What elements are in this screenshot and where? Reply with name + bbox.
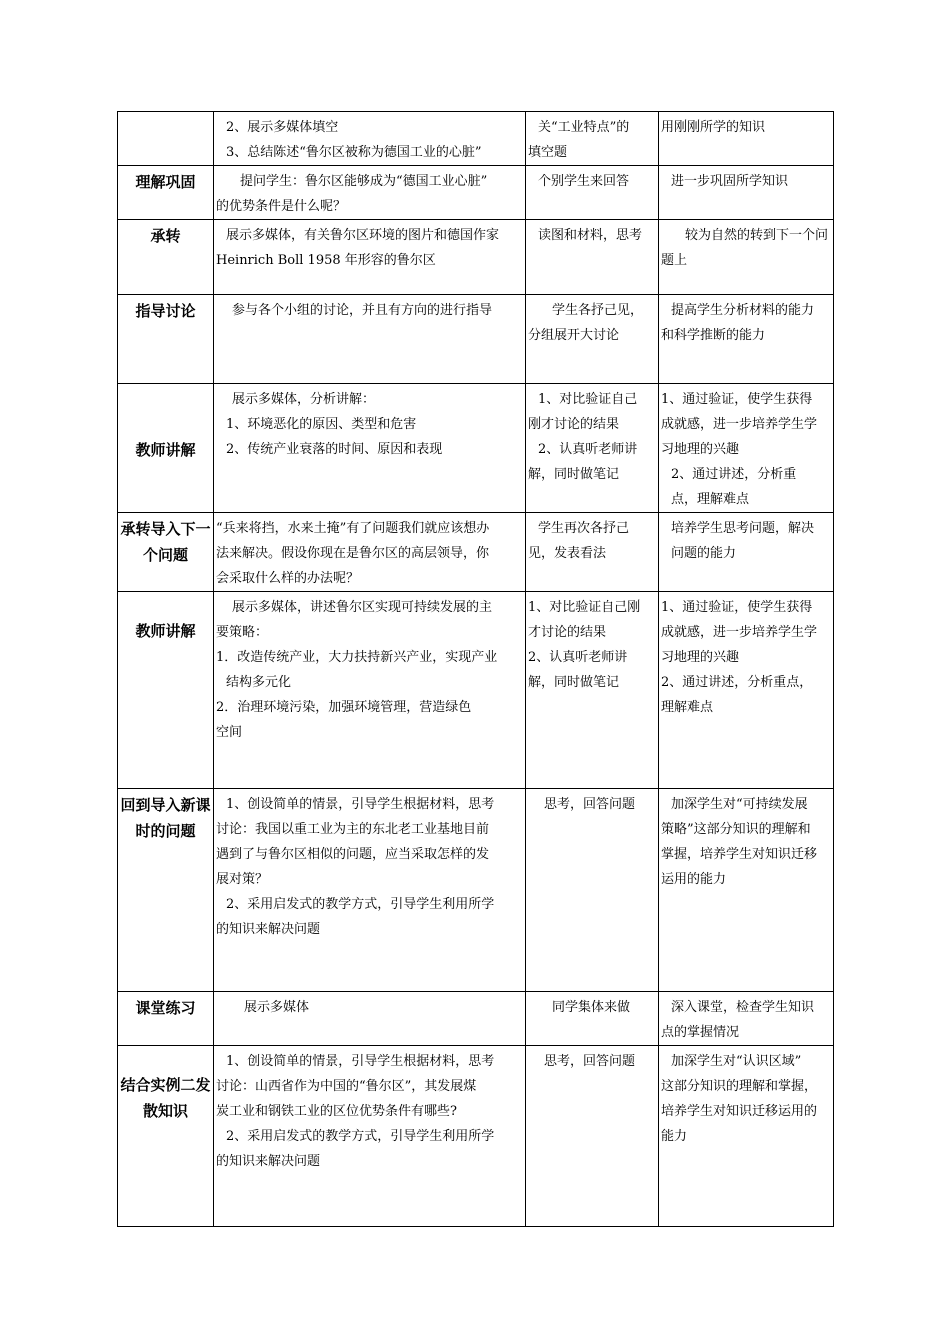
text-line: 思考，回答问题 xyxy=(544,1054,636,1069)
teacher-activity-cell xyxy=(214,384,526,513)
text-line: Heinrich Boll 1958 年形容的鲁尔区 xyxy=(216,253,436,268)
table-row xyxy=(118,220,834,295)
design-intent-cell xyxy=(659,992,834,1046)
text-line: 的知识来解决问题 xyxy=(216,922,321,937)
text-line: 要策略： xyxy=(216,625,269,640)
table-row xyxy=(118,992,834,1046)
text-line: 展示多媒体 xyxy=(244,1000,310,1015)
design-intent-cell xyxy=(659,295,834,384)
text-line: 较为自然的转到下一个问 xyxy=(685,228,829,243)
stage-cell: 课堂练习 xyxy=(118,992,214,1046)
text-line: “兵来将挡，水来土掩”有了问题我们就应该想办 xyxy=(216,521,490,536)
teacher-activity-cell xyxy=(214,1046,526,1227)
teacher-activity-cell xyxy=(214,220,526,295)
text-line: 才讨论的结果 xyxy=(528,625,607,640)
student-activity-cell xyxy=(526,112,659,166)
text-line: 培养学生对知识迁移运用的 xyxy=(661,1104,818,1119)
text-line: 会采取什么样的办法呢？ xyxy=(216,571,360,586)
teacher-activity-cell xyxy=(214,295,526,384)
text-line: 见，发表看法 xyxy=(528,546,607,561)
design-intent-cell xyxy=(659,384,834,513)
text-line: 这部分知识的理解和掌握， xyxy=(661,1079,818,1094)
text-line: 点，理解难点 xyxy=(671,492,750,507)
text-line: 1、通过验证，使学生获得 xyxy=(661,392,813,407)
text-line: 1．改造传统产业，大力扶持新兴产业，实现产业 xyxy=(216,650,498,665)
student-activity-cell xyxy=(526,220,659,295)
text-line: 成就感，进一步培养学生学 xyxy=(661,625,818,640)
teacher-activity-cell xyxy=(214,112,526,166)
text-line: 炭工业和钢铁工业的区位优势条件有哪些? xyxy=(216,1104,457,1119)
design-intent-cell xyxy=(659,112,834,166)
design-intent-cell xyxy=(659,592,834,789)
text-line: 2、采用启发式的教学方式，引导学生利用所学 xyxy=(226,897,495,912)
student-activity-cell xyxy=(526,1046,659,1227)
text-line: 运用的能力 xyxy=(661,872,727,887)
teacher-activity-cell xyxy=(214,166,526,220)
text-line: 掌握，培养学生对知识迁移 xyxy=(661,847,818,862)
text-line: 进一步巩固所学知识 xyxy=(671,174,789,189)
text-line: 深入课堂，检查学生知识 xyxy=(671,1000,815,1015)
text-line: 关“工业特点”的 xyxy=(538,120,630,135)
text-line: 2、通过讲述，分析重 xyxy=(671,467,797,482)
text-line: 讨论：山西省作为中国的“鲁尔区”，其发展煤 xyxy=(216,1079,477,1094)
text-line: 讨论：我国以重工业为主的东北老工业基地目前 xyxy=(216,822,490,837)
text-line: 理解难点 xyxy=(661,700,714,715)
text-line: 参与各个小组的讨论，并且有方向的进行指导 xyxy=(232,303,493,318)
table-row xyxy=(118,295,834,384)
stage-cell: 承转 xyxy=(118,220,214,295)
stage-cell: 承转导入下一个问题 xyxy=(118,513,214,592)
text-line: 2、通过讲述，分析重点， xyxy=(661,675,813,690)
text-line: 1、对比验证自己 xyxy=(538,392,638,407)
stage-cell: 回到导入新课时的问题 xyxy=(118,789,214,992)
text-line: 展示多媒体，有关鲁尔区环境的图片和德国作家 xyxy=(226,228,500,243)
stage-cell: 教师讲解 xyxy=(118,592,214,789)
text-line: 个别学生来回答 xyxy=(538,174,630,189)
text-line: 加深学生对“可持续发展 xyxy=(671,797,808,812)
text-line: 2、展示多媒体填空 xyxy=(226,120,339,135)
student-activity-cell xyxy=(526,295,659,384)
text-line: 解，同时做笔记 xyxy=(528,675,620,690)
design-intent-cell xyxy=(659,220,834,295)
lesson-plan-table xyxy=(117,111,834,1227)
student-activity-cell xyxy=(526,513,659,592)
text-line: 提问学生：鲁尔区能够成为“德国工业心脏” xyxy=(240,174,488,189)
text-line: 提高学生分析材料的能力 xyxy=(671,303,815,318)
stage-cell: 指导讨论 xyxy=(118,295,214,384)
text-line: 的优势条件是什么呢？ xyxy=(216,199,347,214)
stage-cell: 教师讲解 xyxy=(118,384,214,513)
stage-cell xyxy=(118,112,214,166)
text-line: 成就感，进一步培养学生学 xyxy=(661,417,818,432)
stage-cell: 理解巩固 xyxy=(118,166,214,220)
text-line: 学生再次各抒己 xyxy=(538,521,630,536)
text-line: 填空题 xyxy=(528,145,568,160)
student-activity-cell xyxy=(526,992,659,1046)
text-line: 加深学生对“认识区域” xyxy=(671,1054,802,1069)
text-line: 1、通过验证，使学生获得 xyxy=(661,600,813,615)
student-activity-cell xyxy=(526,592,659,789)
text-line: 策略”这部分知识的理解和 xyxy=(661,822,811,837)
text-line: 1、环境恶化的原因、类型和危害 xyxy=(226,417,417,432)
table-row xyxy=(118,789,834,992)
text-line: 思考，回答问题 xyxy=(544,797,636,812)
text-line: 学生各抒己见， xyxy=(552,303,644,318)
text-line: 结构多元化 xyxy=(226,675,292,690)
text-line: 习地理的兴趣 xyxy=(661,650,740,665)
text-line: 展示多媒体，分析讲解： xyxy=(232,392,376,407)
text-line: 问题的能力 xyxy=(671,546,737,561)
table-row xyxy=(118,513,834,592)
text-line: 2、认真听老师讲 xyxy=(528,650,628,665)
table-row xyxy=(118,384,834,513)
text-line: 能力 xyxy=(661,1129,688,1144)
table-row xyxy=(118,166,834,220)
text-line: 刚才讨论的结果 xyxy=(528,417,620,432)
text-line: 2．治理环境污染，加强环境管理，营造绿色 xyxy=(216,700,472,715)
design-intent-cell xyxy=(659,1046,834,1227)
design-intent-cell xyxy=(659,789,834,992)
design-intent-cell xyxy=(659,166,834,220)
text-line: 展对策？ xyxy=(216,872,269,887)
text-line: 培养学生思考问题，解决 xyxy=(671,521,815,536)
text-line: 2、传统产业衰落的时间、原因和表现 xyxy=(226,442,443,457)
text-line: 1、对比验证自己刚 xyxy=(528,600,641,615)
text-line: 读图和材料，思考 xyxy=(538,228,643,243)
text-line: 2、采用启发式的教学方式，引导学生利用所学 xyxy=(226,1129,495,1144)
text-line: 和科学推断的能力 xyxy=(661,328,766,343)
design-intent-cell xyxy=(659,513,834,592)
text-line: 的知识来解决问题 xyxy=(216,1154,321,1169)
text-line: 分组展开大讨论 xyxy=(528,328,620,343)
table-row xyxy=(118,1046,834,1227)
text-line: 空间 xyxy=(216,725,243,740)
teacher-activity-cell xyxy=(214,789,526,992)
text-line: 1、创设简单的情景，引导学生根据材料，思考 xyxy=(226,797,495,812)
stage-cell: 结合实例二发散知识 xyxy=(118,1046,214,1227)
teacher-activity-cell xyxy=(214,592,526,789)
text-line: 习地理的兴趣 xyxy=(661,442,740,457)
text-line: 3、总结陈述“鲁尔区被称为德国工业的心脏” xyxy=(226,145,482,160)
student-activity-cell xyxy=(526,166,659,220)
text-line: 法来解决。假设你现在是鲁尔区的高层领导，你 xyxy=(216,546,490,561)
teacher-activity-cell xyxy=(214,992,526,1046)
student-activity-cell xyxy=(526,384,659,513)
student-activity-cell xyxy=(526,789,659,992)
text-line: 同学集体来做 xyxy=(552,1000,631,1015)
text-line: 用刚刚所学的知识 xyxy=(661,120,766,135)
text-line: 1、创设简单的情景，引导学生根据材料，思考 xyxy=(226,1054,495,1069)
text-line: 展示多媒体，讲述鲁尔区实现可持续发展的主 xyxy=(232,600,493,615)
teacher-activity-cell xyxy=(214,513,526,592)
text-line: 2、认真听老师讲 xyxy=(538,442,638,457)
text-line: 点的掌握情况 xyxy=(661,1025,740,1040)
text-line: 题上 xyxy=(661,253,688,268)
text-line: 解，同时做笔记 xyxy=(528,467,620,482)
text-line: 遇到了与鲁尔区相似的问题，应当采取怎样的发 xyxy=(216,847,490,862)
table-row xyxy=(118,112,834,166)
table-row xyxy=(118,592,834,789)
